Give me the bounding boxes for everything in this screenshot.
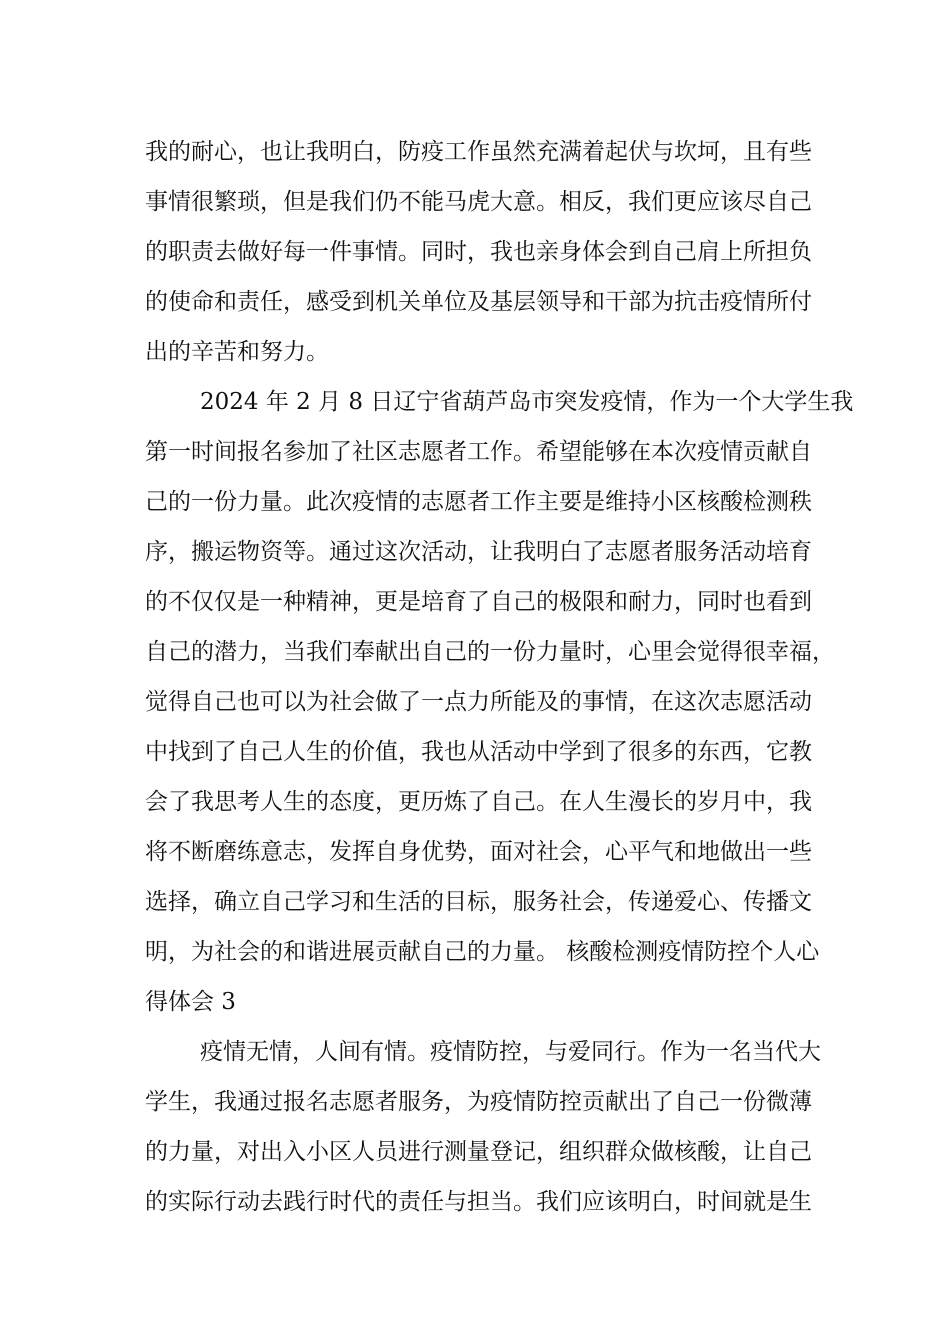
text-line: 序，搬运物资等。通过这次活动，让我明白了志愿者服务活动培育: [145, 539, 812, 565]
text-line: 自己的潜力，当我们奉献出自己的一份力量时，心里会觉得很幸福，: [145, 639, 835, 665]
paragraph-first-line: 疫情无情，人间有情。疫情防控，与爱同行。作为一名当代大: [200, 1039, 821, 1065]
text-line: 的力量，对出入小区人员进行测量登记，组织群众做核酸，让自己: [145, 1139, 812, 1165]
text-line: 选择，确立自己学习和生活的目标，服务社会，传递爱心、传播文: [145, 889, 812, 915]
text-line: 第一时间报名参加了社区志愿者工作。希望能够在本次疫情贡献自: [145, 439, 812, 465]
text-line: 学生，我通过报名志愿者服务，为疫情防控贡献出了自己一份微薄: [145, 1089, 812, 1115]
text-line: 出的辛苦和努力。: [145, 339, 329, 365]
text-line: 己的一份力量。此次疫情的志愿者工作主要是维持小区核酸检测秩: [145, 489, 812, 515]
text-line: 事情很繁琐，但是我们仍不能马虎大意。相反，我们更应该尽自己: [145, 189, 812, 215]
text-line: 将不断磨练意志，发挥自身优势，面对社会，心平气和地做出一些: [145, 839, 812, 865]
text-line: 中找到了自己人生的价值，我也从活动中学到了很多的东西，它教: [145, 739, 812, 765]
text-line: 的职责去做好每一件事情。同时，我也亲身体会到自己肩上所担负: [145, 239, 812, 265]
text-line: 觉得自己也可以为社会做了一点力所能及的事情，在这次志愿活动: [145, 689, 812, 715]
text-line: 的实际行动去践行时代的责任与担当。我们应该明白，时间就是生: [145, 1189, 812, 1215]
text-line: 我的耐心，也让我明白，防疫工作虽然充满着起伏与坎坷，且有些: [145, 139, 812, 165]
text-line: 的使命和责任，感受到机关单位及基层领导和干部为抗击疫情所付: [145, 289, 812, 315]
paragraph-first-line: 2024 年 2 月 8 日辽宁省葫芦岛市突发疫情，作为一个大学生我: [200, 389, 854, 415]
text-line: 明，为社会的和谐进展贡献自己的力量。 核酸检测疫情防控个人心: [145, 939, 820, 965]
text-line: 会了我思考人生的态度，更历炼了自己。在人生漫长的岁月中，我: [145, 789, 812, 815]
text-line: 得体会 3: [145, 989, 236, 1015]
text-line: 的不仅仅是一种精神，更是培育了自己的极限和耐力，同时也看到: [145, 589, 812, 615]
